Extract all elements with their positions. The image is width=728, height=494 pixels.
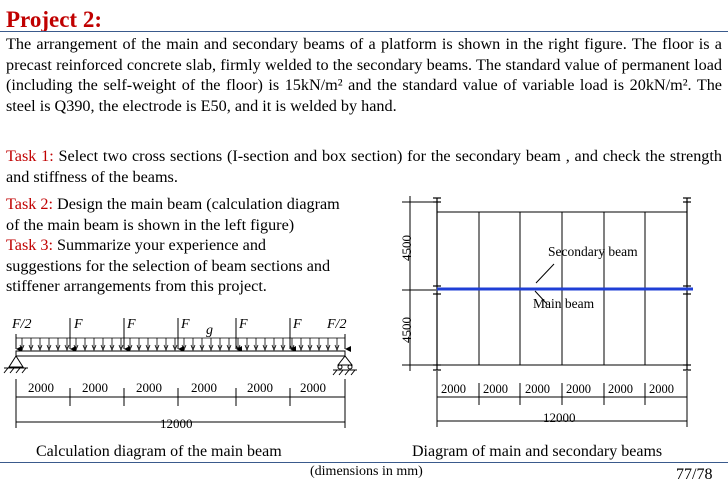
segment-dim-4: 2000: [191, 380, 217, 395]
main-beam-label: Main beam: [533, 296, 595, 311]
task-1-text: Select two cross sections (I-section and box section) for the secondary beam , and check the strength and stiffness of the beams.: [6, 147, 722, 186]
main-beam-calculation-diagram: [0, 300, 380, 445]
page-title: Project 2:: [6, 7, 102, 32]
segment-dim-2: 2000: [82, 380, 108, 395]
segment-dim-3: 2000: [136, 380, 162, 395]
plan-segment-dim-4: 2000: [566, 382, 591, 396]
plan-total-dim: 12000: [543, 410, 576, 425]
total-dim: 12000: [160, 416, 193, 431]
load-label-f-3: F: [181, 317, 190, 332]
secondary-beam-label: Secondary beam: [548, 244, 638, 259]
load-label-f-half-left: F/2: [12, 317, 32, 332]
task-1: [6, 146, 722, 187]
plan-segment-dim-3: 2000: [525, 382, 550, 396]
vertical-dim-upper: 4500: [399, 235, 414, 261]
load-label-f-5: F: [293, 317, 302, 332]
segment-dim-5: 2000: [247, 380, 273, 395]
task-2-line-1: [6, 194, 391, 215]
task-3-line-2: suggestions for the selection of beam sections and: [6, 256, 331, 275]
title-divider: [0, 31, 728, 32]
load-label-f-4: F: [239, 317, 248, 332]
vertical-dim-lower: 4500: [399, 317, 414, 343]
task-2-line-2: of the main beam is shown in the left figure): [6, 215, 295, 234]
right-figure-caption: Diagram of main and secondary beams: [412, 443, 663, 460]
plan-segment-dim-5: 2000: [608, 382, 633, 396]
footer-divider: [0, 462, 728, 463]
task-3-label: Task 3:: [6, 236, 58, 254]
beam-layout-diagram: [390, 188, 728, 434]
task-3-line-1: [6, 235, 391, 256]
load-label-f-2: F: [127, 317, 136, 332]
plan-segment-dim-2: 2000: [483, 382, 508, 396]
dimensions-note: (dimensions in mm): [310, 464, 423, 479]
task-2-label: Task 2:: [6, 195, 58, 213]
roller-support: [333, 356, 357, 375]
tasks-2-3: [6, 194, 391, 297]
page-number: 77/78: [676, 466, 713, 483]
task-1-label: Task 1:: [6, 147, 59, 165]
intro-paragraph: The arrangement of the main and secondary beams of a platform is shown in the right figure. The floor is a precast reinforced concrete slab, firmly welded to the secondary beams. The standard value of permanent load (including the self-weight of the floor) is 15kN/m² and the standard value of variable load is 20kN/m². The steel is Q390, the electrode is E50, and it is welded by hand.: [6, 35, 722, 115]
task-3-line-3: stiffener arrangements from this project.: [6, 277, 267, 295]
secondary-beam-leader: [536, 264, 554, 283]
segment-dim-1: 2000: [28, 380, 54, 395]
plan-segment-dim-6: 2000: [649, 382, 674, 396]
task-3-text-1: Summarize your experience and: [57, 236, 267, 254]
load-label-f-half-right: F/2: [327, 317, 347, 332]
left-figure-caption: Calculation diagram of the main beam: [36, 443, 282, 460]
task-2-text-1: Design the main beam (calculation diagram: [57, 195, 340, 213]
distributed-load-label: g: [206, 323, 213, 338]
plan-segment-dim-1: 2000: [441, 382, 466, 396]
load-label-f-1: F: [74, 317, 83, 332]
distributed-load: [16, 338, 345, 350]
segment-dim-6: 2000: [300, 380, 326, 395]
main-beam: [16, 351, 345, 356]
pin-support: [4, 356, 28, 373]
vertical-dimension: [402, 196, 436, 371]
